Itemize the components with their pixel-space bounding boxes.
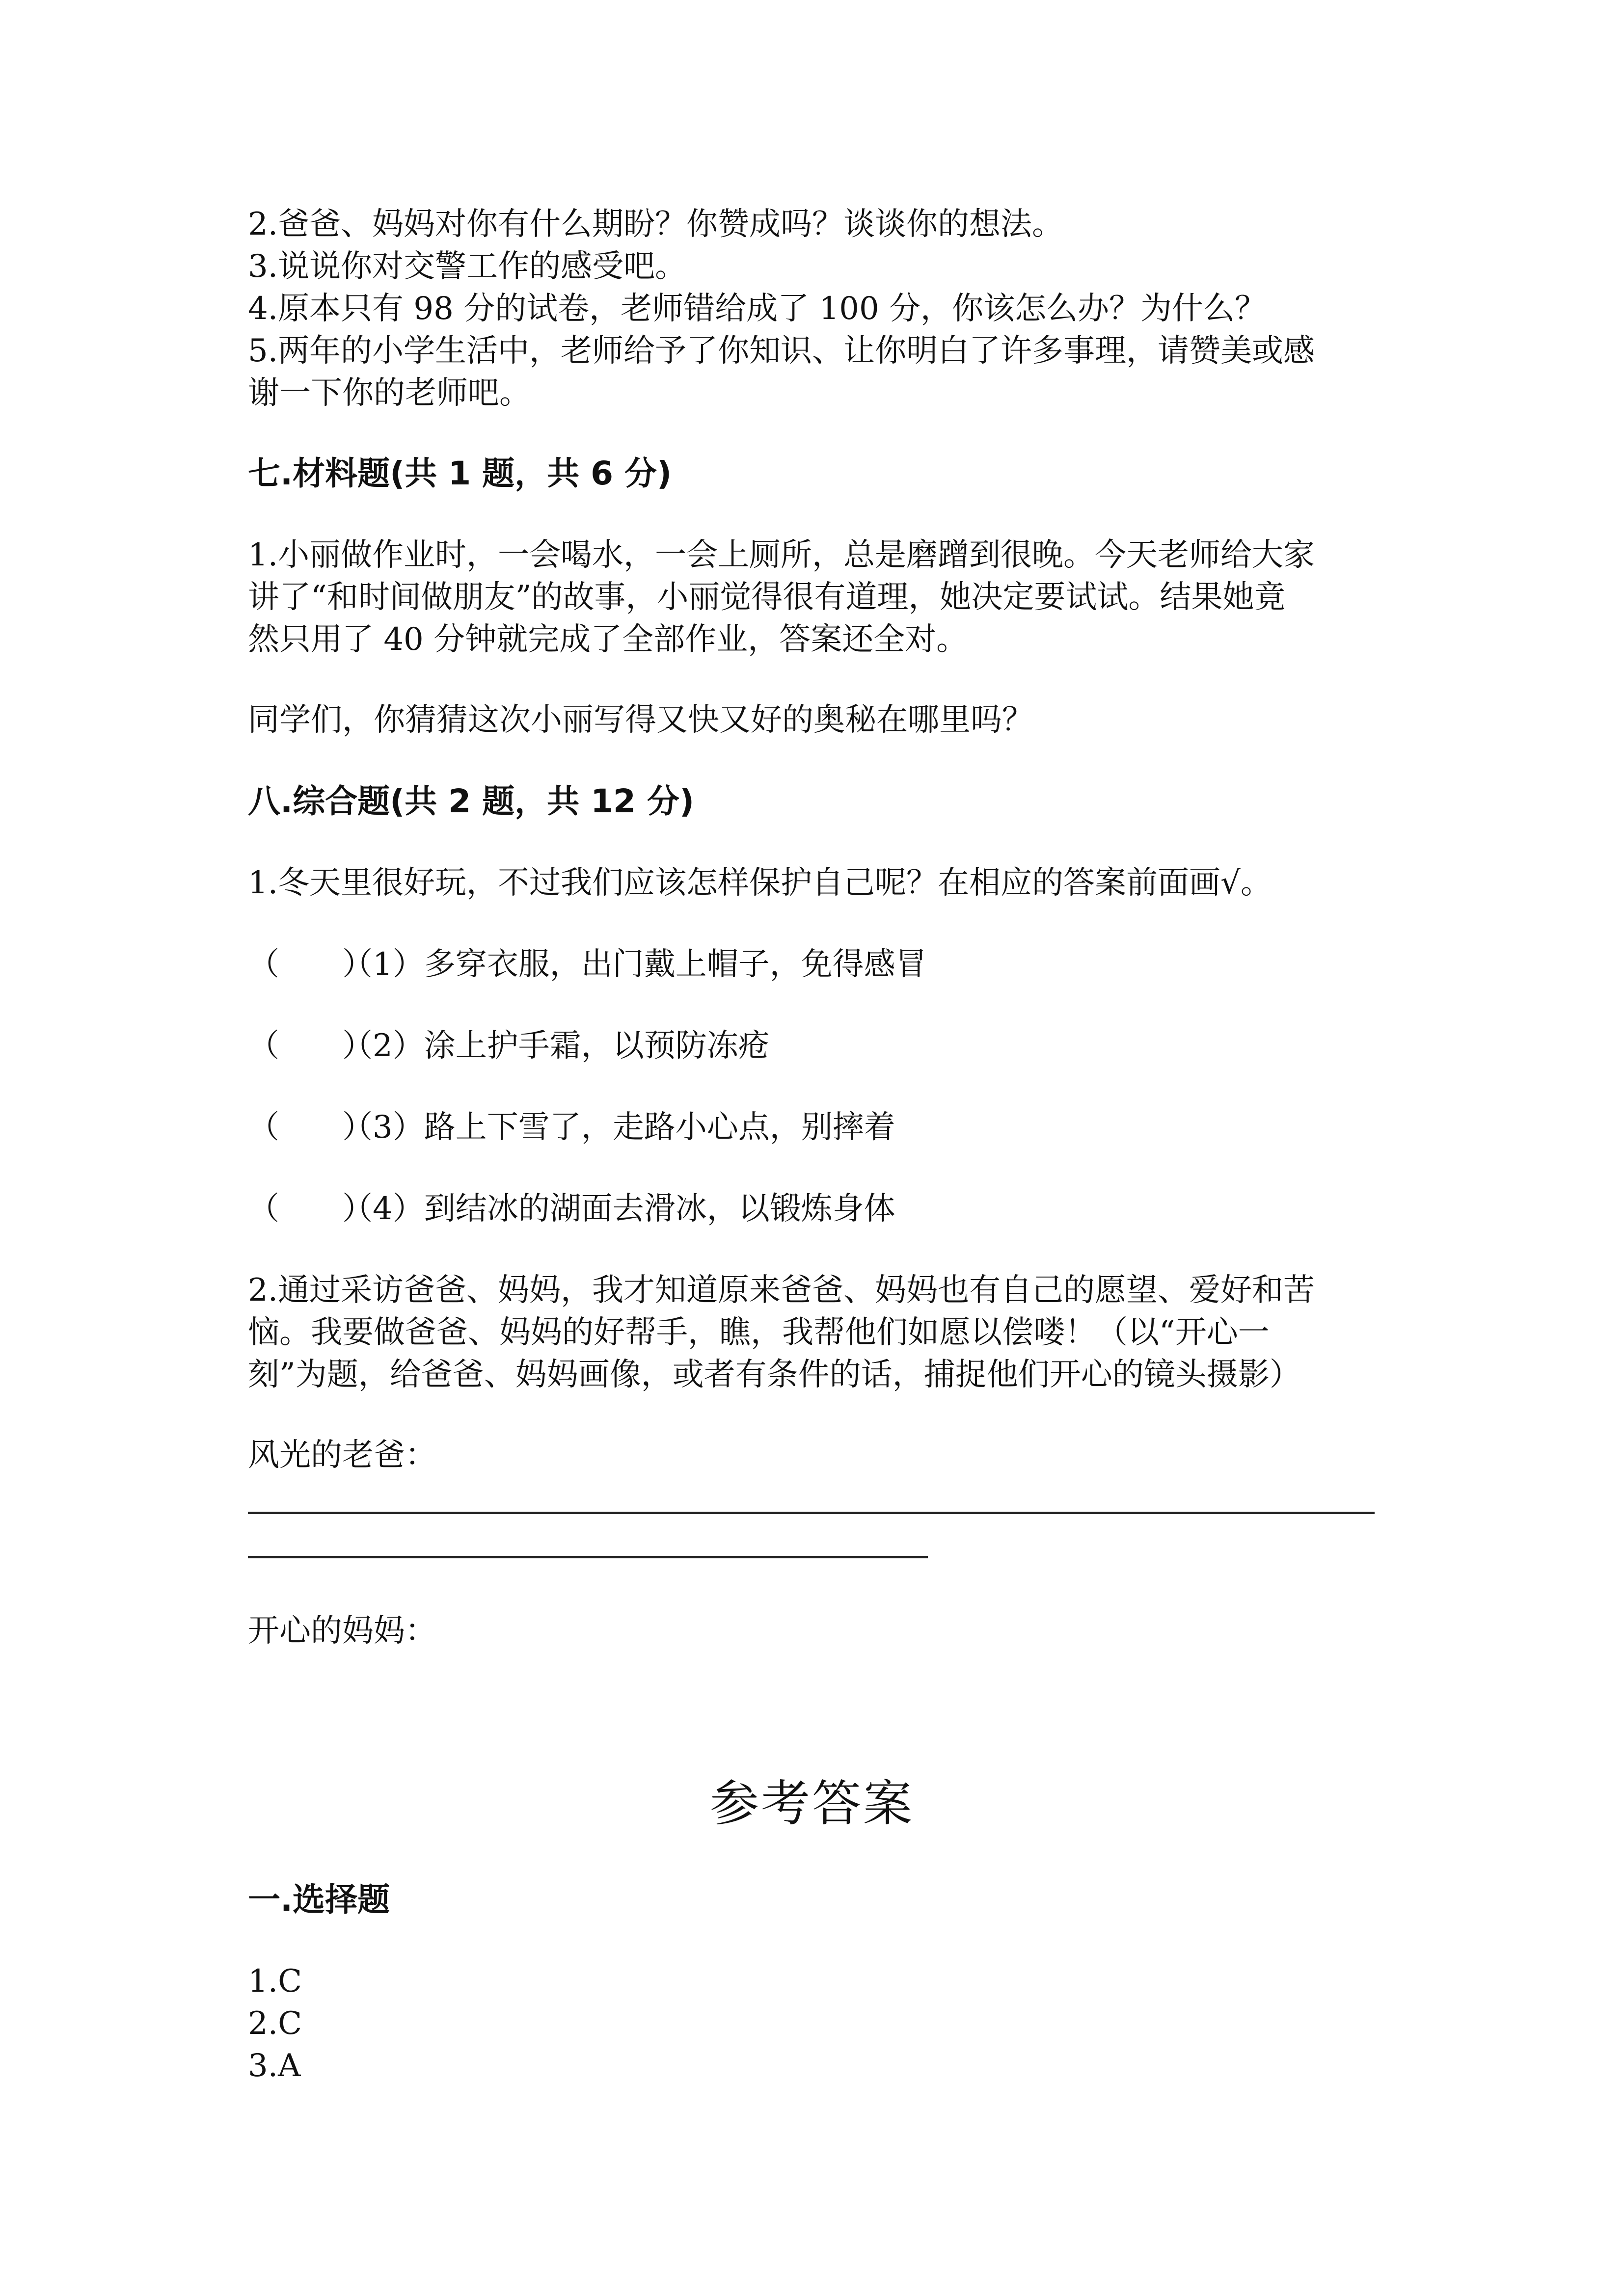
dad-label: 风光的老爸： bbox=[248, 1437, 436, 1473]
question-6-3: 3.说说你对交警工作的感受吧。 bbox=[248, 248, 687, 285]
option-4-checkbox[interactable]: （ ） bbox=[248, 1191, 374, 1227]
option-3-checkbox[interactable]: （ ） bbox=[248, 1109, 374, 1146]
section-7-heading: 七.材料题(共 1 题，共 6 分) bbox=[248, 454, 672, 492]
option-1 bbox=[248, 941, 927, 988]
question-8-2-line3: 刻”为题，给爸爸、妈妈画像，或者有条件的话，捕捉他们开心的镜头摄影） bbox=[248, 1357, 1301, 1393]
question-6-5-line2: 谢一下你的老师吧。 bbox=[248, 375, 531, 411]
material-passage-line3: 然只用了 40 分钟就完成了全部作业，答案还全对。 bbox=[248, 621, 968, 658]
option-3-label: （3）路上下雪了，走路小心点，别摔着 bbox=[341, 1109, 895, 1146]
question-8-2-line1: 2.通过采访爸爸、妈妈，我才知道原来爸爸、妈妈也有自己的愿望、爱好和苦 bbox=[248, 1272, 1315, 1308]
option-1-checkbox[interactable]: （ ） bbox=[248, 946, 374, 983]
material-question: 同学们，你猜猜这次小丽写得又快又好的奥秘在哪里吗？ bbox=[248, 702, 1033, 738]
material-passage-line2: 讲了“和时间做朋友”的故事，小丽觉得很有道理，她决定要试试。结果她竟 bbox=[248, 579, 1286, 615]
option-4 bbox=[248, 1186, 895, 1232]
section-8-heading: 八.综合题(共 2 题，共 12 分) bbox=[248, 782, 695, 820]
answer-item-3: 3.A bbox=[248, 2048, 301, 2084]
answers-title: 参考答案 bbox=[710, 1775, 914, 1832]
option-2 bbox=[248, 1023, 770, 1069]
answers-heading: 一.选择题 bbox=[248, 1881, 390, 1919]
option-2-checkbox[interactable]: （ ） bbox=[248, 1028, 374, 1064]
answer-line-2[interactable] bbox=[248, 1556, 928, 1558]
mom-label: 开心的妈妈： bbox=[248, 1613, 436, 1649]
option-1-label: （1）多穿衣服，出门戴上帽子，免得感冒 bbox=[341, 946, 927, 983]
question-8-1: 1.冬天里很好玩，不过我们应该怎样保护自己呢？在相应的答案前面画√。 bbox=[248, 865, 1272, 901]
option-2-label: （2）涂上护手霜，以预防冻疮 bbox=[341, 1028, 770, 1064]
option-4-label: （4）到结冰的湖面去滑冰，以锻炼身体 bbox=[341, 1191, 895, 1227]
question-8-2-line2: 恼。我要做爸爸、妈妈的好帮手，瞧，我帮他们如愿以偿喽！（以“开心一 bbox=[248, 1314, 1270, 1351]
question-6-2: 2.爸爸、妈妈对你有什么期盼？你赞成吗？谈谈你的想法。 bbox=[248, 206, 1064, 242]
answer-line-1[interactable] bbox=[248, 1512, 1375, 1514]
option-3 bbox=[248, 1104, 895, 1150]
question-6-4: 4.原本只有 98 分的试卷，老师错给成了 100 分，你该怎么办？为什么？ bbox=[248, 291, 1267, 327]
answer-item-2: 2.C bbox=[248, 2005, 302, 2042]
answer-item-1: 1.C bbox=[248, 1963, 302, 2000]
question-6-5-line1: 5.两年的小学生活中，老师给予了你知识、让你明白了许多事理，请赞美或感 bbox=[248, 333, 1315, 369]
material-passage-line1: 1.小丽做作业时，一会喝水，一会上厕所，总是磨蹭到很晚。今天老师给大家 bbox=[248, 537, 1315, 573]
